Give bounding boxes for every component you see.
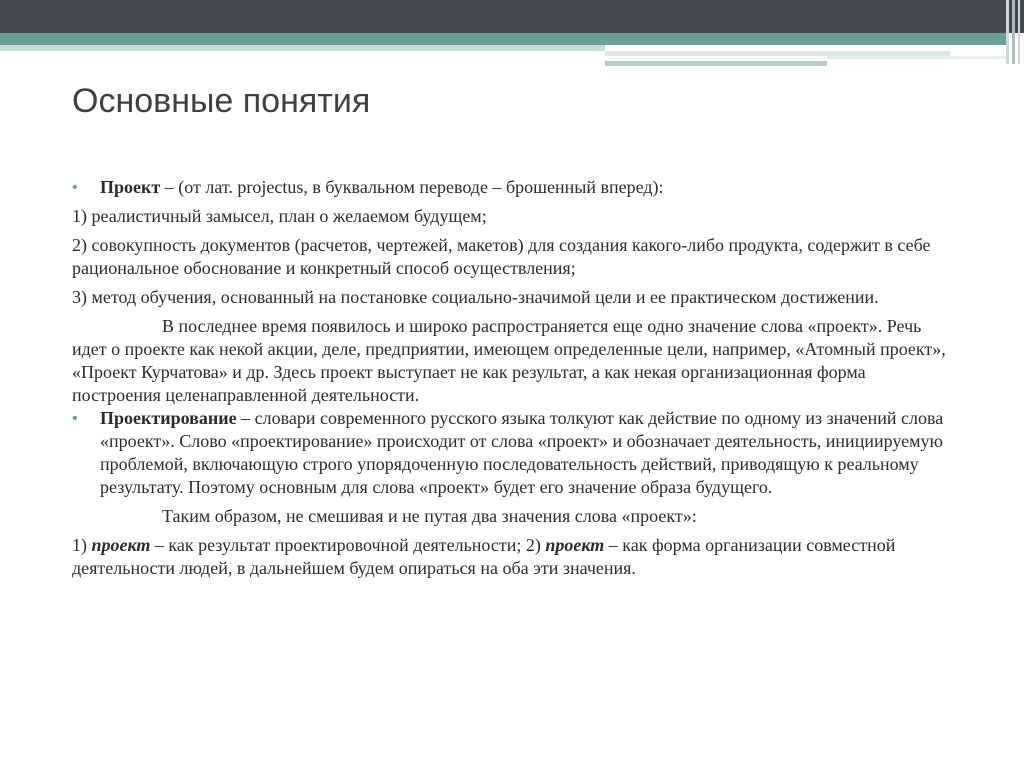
bullet-icon: • [72,410,78,427]
slide-title: Основные понятия [72,82,371,120]
term-project-definition: – (от лат. projectus, в буквальном переводе – брошенный вперед): [160,177,664,197]
conclusion-text-2: – как форма организации совместной деятельности людей, в дальнейшем будем опираться на оба эти значения. [72,535,896,578]
header-band-teal-light [0,45,605,51]
header-band-teal [0,33,1006,45]
conclusion-term-2: проект [545,535,605,555]
term-design: Проектирование [100,408,237,428]
term-design-definition: – словари современного русского языка толкуют как действие по одному из значений слова «проект». Слово «проектирование» происходит от слова «проект» и обозначает деятельность, инициируемую проблемой, включающую строго упорядоченную последовательность действий, приводящую к реальному результату. Поэтому основным для слова «проект» будет его значение образа будущего. [100,408,944,497]
paragraph-new-meaning: В последнее время появилось и широко распространяется еще одно значение слова «проект». Речь идет о проекте как некой акции, деле, предприятии, имеющем определенные цели, например, «Атомный проект», «Проект Курчатова» и др. Здесь проект выступает не как результат, а как некая организационная форма построения целенаправленной деятельности. [72,316,946,405]
bullet-icon: • [72,179,78,196]
conclusion-term-1: проект [91,535,151,555]
edge-decor-stripe [1012,0,1015,64]
paragraph-thus: Таким образом, не смешивая и не путая два значения слова «проект»: [162,506,697,526]
edge-decor-stripe [1006,0,1009,64]
bullet-item-design [72,407,952,499]
header-decor-line [827,56,1006,59]
slide-body [72,176,952,586]
bullet-item-project [72,176,952,199]
header-decor-line [605,61,827,66]
meaning-1: 1) реалистичный замысел, план о желаемом будущем; [72,206,487,226]
header-band-dark [0,0,1024,33]
edge-decor-stripe [1018,0,1020,64]
paragraph-conclusion [72,534,952,580]
conclusion-prefix: 1) [72,535,92,555]
conclusion-text-1: – как результат проектировочной деятельности; 2) [150,535,546,555]
term-project: Проект [100,177,161,197]
meaning-2: 2) совокупность документов (расчетов, чертежей, макетов) для создания какого-либо продукта, содержит в себе рациональное обоснование и конкретный способ осуществления; [72,235,931,278]
meaning-3: 3) метод обучения, основанный на постановке социально-значимой цели и ее практическом достижении. [72,287,879,307]
